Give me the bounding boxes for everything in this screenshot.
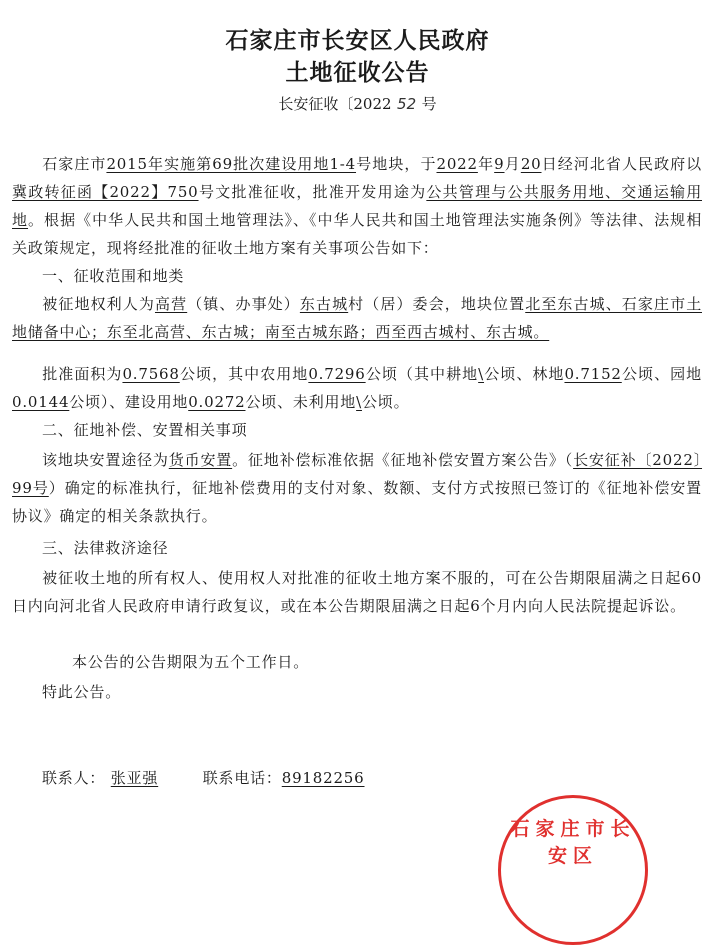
contact-person: 张亚强 <box>110 769 159 787</box>
contact-person-label: 联系人： <box>42 769 106 787</box>
document-title-line1: 石家庄市长安区人民政府 <box>225 28 490 54</box>
area-text: 公顷）、建设用地 <box>69 393 189 411</box>
section3-heading-text: 三、法律救济途径 <box>42 539 169 557</box>
section2-heading <box>12 416 702 444</box>
farmland-area: 0.7296 <box>308 365 366 383</box>
garden-area: 0.0144 <box>12 393 70 411</box>
plot-location: 北至东古城、石家庄市土地储备中心；东至北高营、东古城；南至古城东路；西至西古城村、东古城。 <box>12 295 702 341</box>
section3-paragraph <box>12 564 702 620</box>
section2-paragraph <box>12 446 702 530</box>
section1-text: 被征地权利人为 <box>42 295 155 313</box>
area-text: 公顷。 <box>361 393 410 411</box>
approval-document: 冀政转征函【2022】750 <box>12 183 199 201</box>
approval-day: 20 <box>520 155 542 173</box>
section2-heading-text: 二、征地补偿、安置相关事项 <box>42 421 248 439</box>
closing-text: 特此公告。 <box>42 683 122 701</box>
section3-text: 被征收土地的所有权人、使用权人对批准的征收土地方案不服的，可在公告期限届满之日起60日内向河北省人民政府申请行政复议，或在本公告期限届满之日起6个月内向人民法院提起诉讼。 <box>12 569 702 615</box>
intro-text: 号文批准征收，批准开发用途为 <box>198 183 427 201</box>
intro-text: 月 <box>504 155 521 173</box>
approval-year: 2022 <box>436 155 478 173</box>
compensation-reference: 长安征补〔2022〕99号 <box>12 451 703 497</box>
section1-paragraph2 <box>12 360 702 416</box>
period-text: 本公告的公告期限为五个工作日。 <box>72 653 310 671</box>
construction-area: 0.0272 <box>188 393 246 411</box>
section1-text: （镇、办事处） <box>187 295 300 313</box>
resettlement-method: 货币安置 <box>168 451 233 469</box>
area-text: 批准面积为 <box>42 365 123 383</box>
section2-text: 该地块安置途径为 <box>42 451 169 469</box>
area-text: 公顷、未利用地 <box>245 393 357 411</box>
seal-text: 石家庄市长安区 <box>510 818 636 867</box>
document-number-handwritten: 52 <box>397 95 417 113</box>
official-seal <box>498 795 648 945</box>
section2-text: 。征地补偿标准依据《征地补偿安置方案公告》（ <box>232 451 574 469</box>
land-purpose: 公共管理与公共服务用地、交通运输用地 <box>12 183 702 229</box>
section1-text: 村（居）委会，地块位置 <box>348 295 526 313</box>
contact-phone: 89182256 <box>281 769 365 787</box>
area-text: 公顷、林地 <box>484 365 565 383</box>
section1-heading <box>12 262 702 290</box>
town-name: 高营 <box>154 295 188 313</box>
document-number <box>0 93 715 115</box>
section2-text: ）确定的标准执行，征地补偿费用的支付对象、数额、支付方式按照已签订的《征地补偿安置协议》确定的相关条款执行。 <box>12 479 702 525</box>
intro-text: 。根据《中华人民共和国土地管理法》、《中华人民共和国土地管理法实施条例》等法律、法规相关政策规定，现将经批准的征收土地方案有关事项公告如下： <box>12 211 702 257</box>
intro-paragraph <box>12 150 702 262</box>
approval-month: 9 <box>494 155 505 173</box>
intro-text: 年 <box>477 155 495 173</box>
section1-heading-text: 一、征收范围和地类 <box>42 267 185 285</box>
intro-text: 日经河北省人民政府以 <box>541 155 702 173</box>
cultivated-area: \ <box>478 365 485 383</box>
contact-phone-label: 联系电话： <box>202 769 282 787</box>
approved-area: 0.7568 <box>122 365 180 383</box>
area-text: 公顷，其中农用地 <box>179 365 309 383</box>
batch-name: 2015年实施第69批次建设用地1-4 <box>106 155 357 173</box>
contact-line <box>12 764 702 792</box>
closing-paragraph <box>12 678 702 706</box>
forest-area: 0.7152 <box>564 365 622 383</box>
area-text: 公顷（其中耕地 <box>365 365 479 383</box>
intro-text: 石家庄市 <box>42 155 107 173</box>
area-text: 公顷、园地 <box>621 365 702 383</box>
period-paragraph <box>12 648 702 676</box>
document-title-line2: 土地征收公告 <box>285 60 430 86</box>
document-number-prefix: 长安征收〔2022 <box>278 95 392 113</box>
document-number-suffix: 号 <box>421 95 437 113</box>
unused-area: \ <box>356 393 362 411</box>
section1-paragraph1 <box>12 290 702 346</box>
village-name: 东古城 <box>299 295 349 313</box>
section3-heading <box>12 534 702 562</box>
intro-text: 号地块，于 <box>356 155 437 173</box>
